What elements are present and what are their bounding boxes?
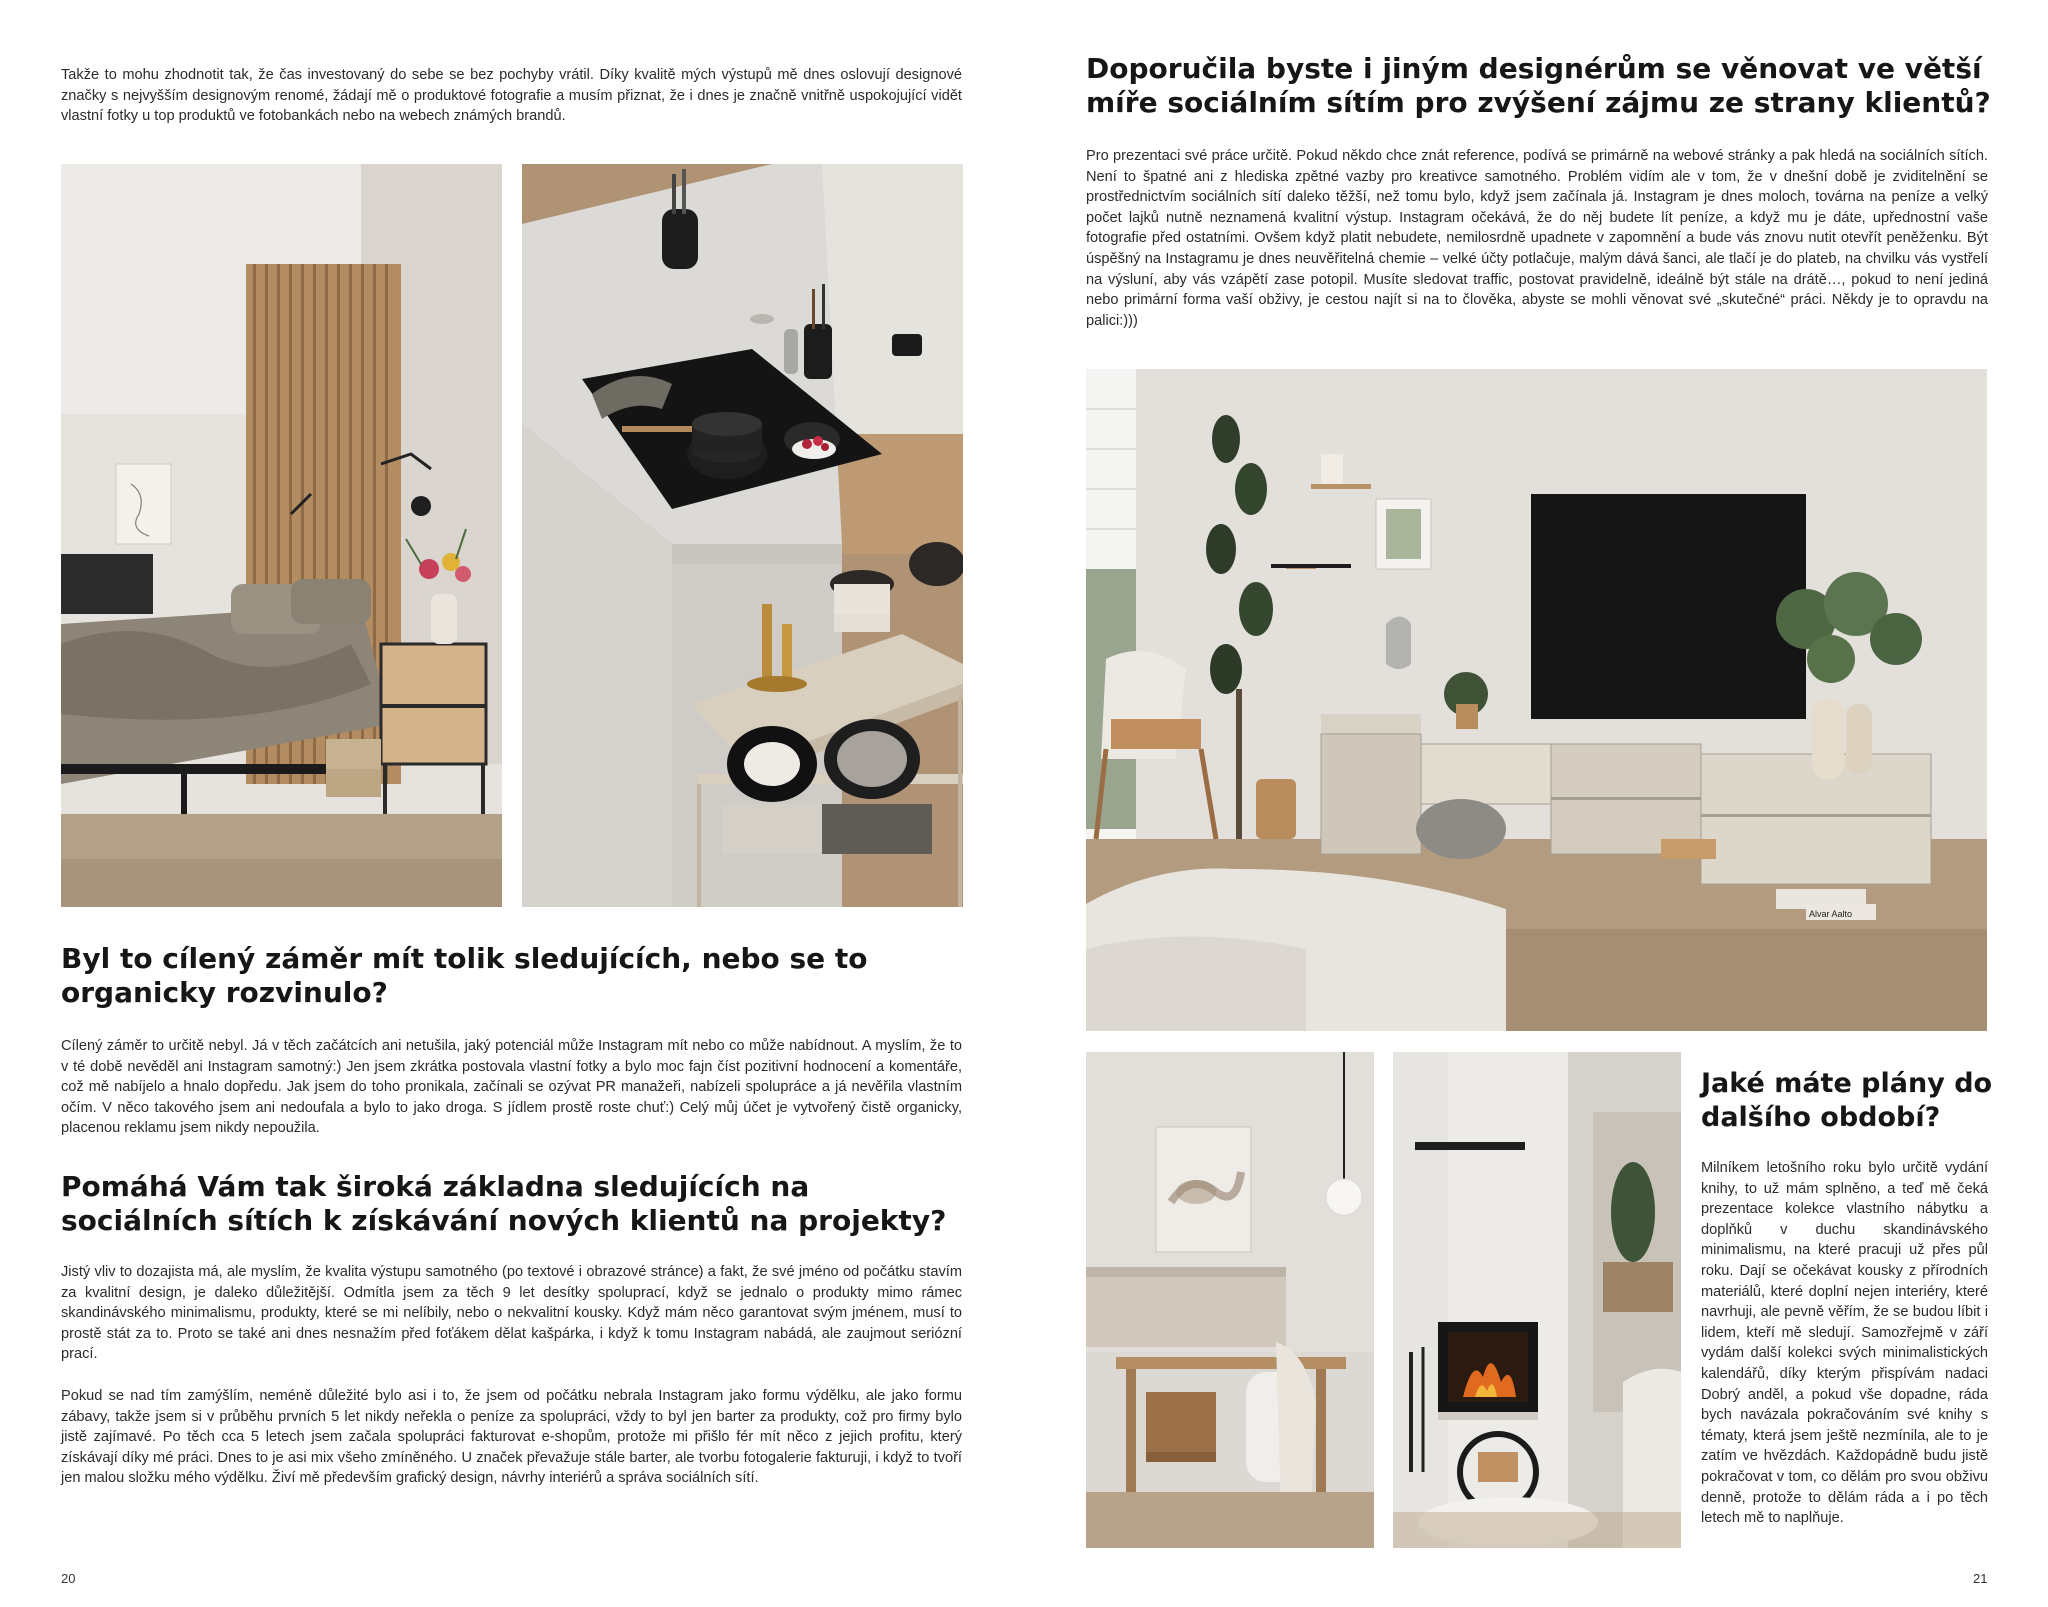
question-2-heading: Pomáhá Vám tak široká základna sledujících na sociálních sítích k získávání nových klientů na projekty?	[61, 1170, 947, 1237]
fireplace-photo	[1393, 1052, 1681, 1548]
answer-2a-paragraph: Jistý vliv to dozajista má, ale myslím, že kvalita výstupu samotného (po textové i obrazové stránce) a fakt, že své jméno od počátku stavím za kvalitní design, je daleko důležitější. Odmítla jsem za těch 9 let desítky spoluprací, když se jednalo o produkty mimo rámec skandinávského minimalismu, produkty, které se mi nelíbily, nebo o nekvalitní kousky. Když mám něco garantovat svým jménem, musí to prostě stát za to. Proto se také ani dnes nesnažím před foťákem dělat kašpárka, i když k tomu Instagram nabádá, ale zaujmout seriózní prací.	[61, 1264, 962, 1363]
question-1-heading: Byl to cílený záměr mít tolik sledujících, nebo se to organicky rozvinulo?	[61, 942, 868, 1009]
answer-2b-paragraph: Pokud se nad tím zamýšlím, neméně důležité bylo asi i to, že jsem od počátku nebrala Instagram jako formu výdělku, ale jako formu zábavy, takže jsem si v průběhu prvních 5 let nikdy neřekla o peníze za spolupráci, vždy to byl jen barter za produkty, což pro firmy bylo jistě zajímavé. Po těch cca 5 letech jsem začala spolupráci fakturovat e-shopům, protože mi přišlo fér mít něco z jejich profitu, který získávají díky mé práci. Dnes to je asi mix všeho zmíněného. U značek převažuje stále barter, ale tvorbu fotogalerie fakturuji, i když to tvoří jen malou složku mého výdělku. Živí mě především grafický design, návrhy interiérů a správa sociálních sítí.	[61, 1388, 962, 1487]
question-3-heading: Doporučila byste i jiným designérům se věnovat ve větší míře sociálním sítím pro zvýšení zájmu ze strany klientů?	[1086, 52, 1991, 119]
bedroom-photo	[61, 164, 502, 907]
answer-4-paragraph: Milníkem letošního roku bylo určitě vydání knihy, to už mám splněno, a teď mě čeká prezentace kolekce vlastního nábytku a doplňků v duchu skandinávského minimalismu, na které pracuji už přes půl roku. Dají se očekávat kousky z přírodních materiálů, které doplní nejen interiéry, které navrhuji, ale pevně věřím, že se budou líbit i lidem, kteří mě sledují. Samozřejmě v září vydám další kolekci svých minimalistických kalendářů, díky kterým přispívám nadaci Dobrý anděl, a pokud vše dopadne, ráda bych navázala pokračováním své knihy s tématy, která jsem ještě nezmínila, ale to je zatím ve hvězdách. Každopádně budu jistě pokračovat v tom, co dělám pro svou obživu denně, protože to dělám ráda a i po těch letech mě to naplňuje.	[1701, 1160, 1988, 1527]
dining-photo	[1086, 1052, 1374, 1548]
book-spine-label: Alvar Aalto	[1809, 909, 1853, 919]
answer-1-paragraph: Cílený záměr to určitě nebyl. Já v těch začátcích ani netušila, jaký potenciál může Instagram mít nebo co může nabídnout. A myslím, že to v té době nevěděl ani Instagram samotný:) Jen jsem zkrátka postovala vlastní fotky a bylo moc fajn číst pozitivní hodnocení a komentáře, což mě nabíjelo a hnalo dopředu. Jak jsem do toho pronikala, začínali se ozývat PR manažeři, nabízeli spolupráce a já nevěřila vlastním očím. V něco takového jsem ani nedoufala a bylo to jako droga. S jídlem prostě roste chuť:) Celý můj účet je vytvořený čistě organicky, placenou reklamu jsem nikdy nepoužila.	[61, 1038, 962, 1137]
page-number-left: 20	[61, 1571, 76, 1586]
question-4-heading: Jaké máte plány do dalšího období?	[1701, 1068, 1993, 1133]
answer-3-paragraph: Pro prezentaci své práce určitě. Pokud někdo chce znát reference, podívá se primárně na webové stránky a pak hledá na sociálních sítích. Není to špatné ani z hlediska zpětné vazby pro kreativce samotného. Problém vidím ale v tom, že v dnešní době je zviditelnění se prostřednictvím sociálních sítí daleko těžší, než tomu bylo, když jsem začínala já. Instagram je dnes moloch, továrna na peníze a velký počet lajků nutně neznamená kvalitní výstup. Instagram očekává, že do něj budete lít peníze, a když mu je dáte, upřednostní vaše fotografie před ostatními. Ovšem když platit nebudete, nemilosrdně upadnete v zapomnění a bude vás znovu nutit otevřít peněženku. Být úspěšný na Instagramu je dnes neuvěřitelná chemie – velké účty potlačuje, malým dává šanci, ale tlačí je do plateb, na chvilku vás vystřelí na výsluní, aby vás vzápětí zase potopil. Musíte sledovat traffic, postovat pravidelně, ideálně být stále na drátě…, pokud to není jediná nebo primární forma vaší obživy, je cestou najít si na to člověka, abyste se mohli věnovat své „skutečné“ práci. Někdy je to opravdu na palici:)))	[1086, 148, 1988, 329]
page-number-right: 21	[1973, 1571, 1988, 1586]
living-room-photo	[1086, 369, 1987, 1031]
intro-paragraph: Takže to mohu zhodnotit tak, že čas investovaný do sebe se bez pochyby vrátil. Díky kvalitě mých výstupů mě dnes oslovují designové značky s nejvyšším designovým renomé, žádají mě o produktové fotografie a musím přiznat, že i dnes je značně vnitřně uspokojující vidět vlastní fotky u top produktů ve fotobankách nebo na webech známých brandů.	[61, 67, 962, 125]
kitchen-photo	[522, 164, 963, 907]
